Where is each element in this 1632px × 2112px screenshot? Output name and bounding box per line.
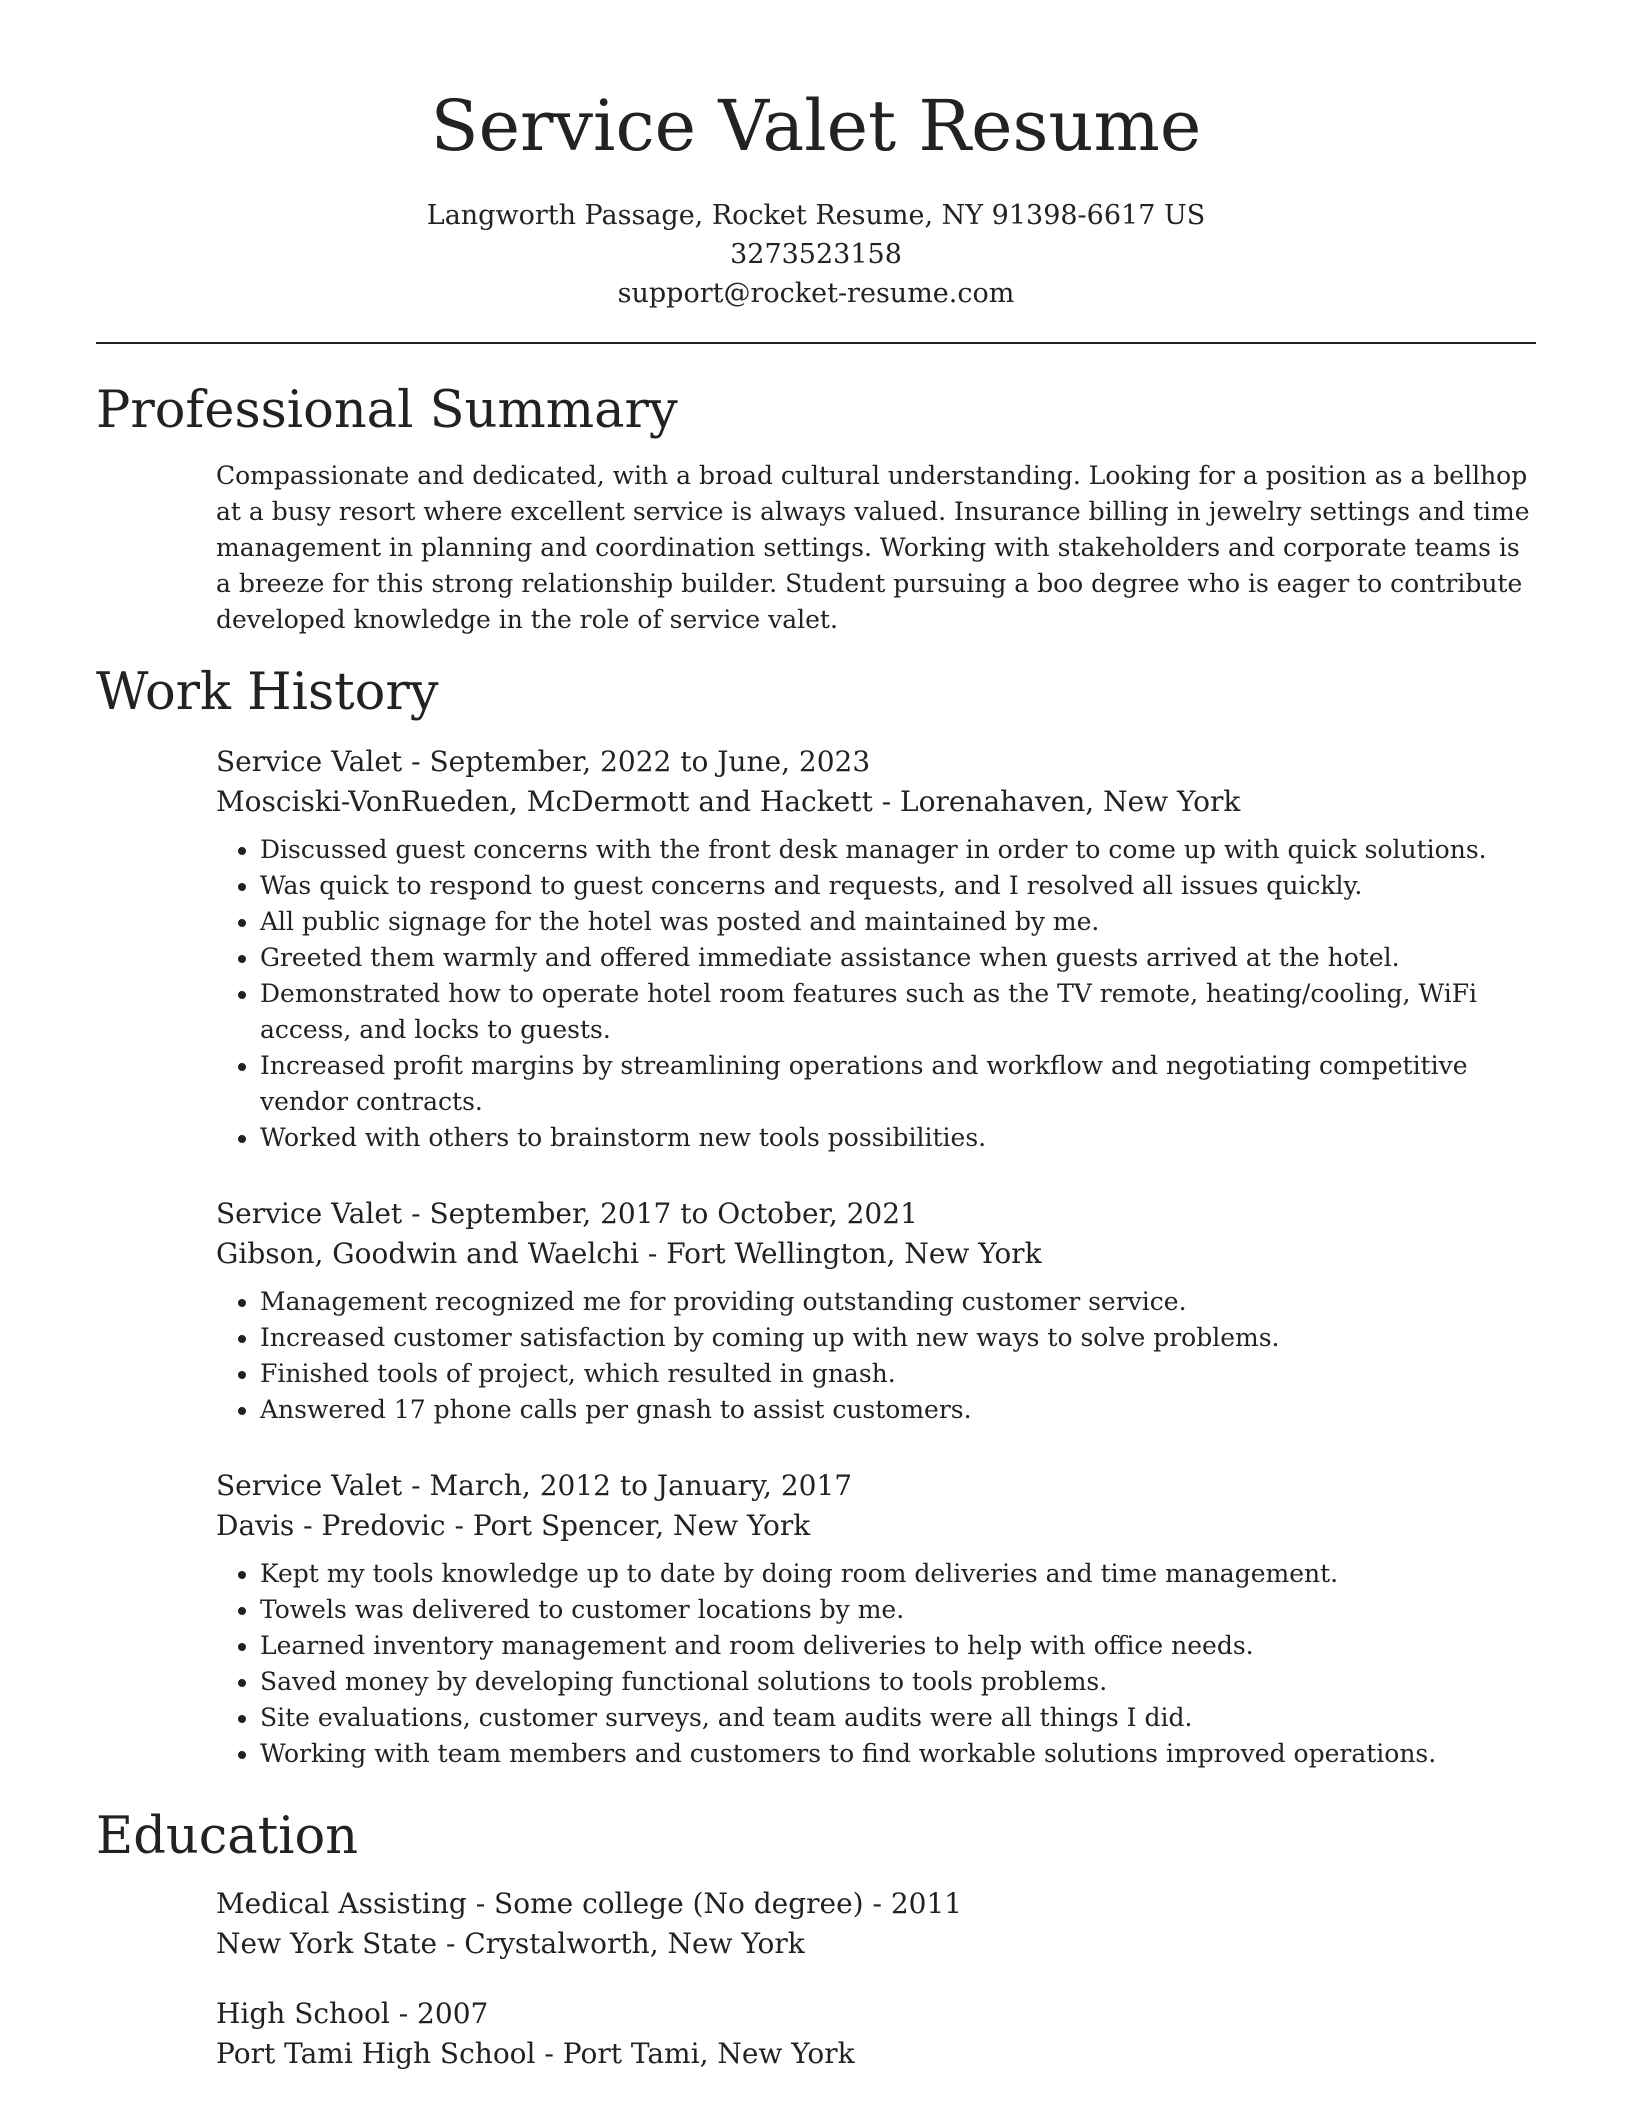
job-entry [216,1466,1538,1772]
summary-text: Compassionate and dedicated, with a broad cultural understanding. Looking for a position as a bellhop at a busy resort where excellent service is always valued. Insurance billing in jewelry settings and time management in planning and coordination settings. Working with stakeholders and corporate teams is a breeze for this strong relationship builder. Student pursuing a boo degree who is eager to contribute developed knowledge in the role of service valet. [216,461,1530,634]
job-entry [216,1194,1538,1428]
education-school-line [216,1924,1538,1964]
list-item: • Learned inventory management and room deliveries to help with office needs. [260,1628,1538,1664]
job-duties-list [216,1284,1538,1428]
contact-block [0,196,1632,313]
list-item: • Increased profit margins by streamlining operations and workflow and negotiating competitive vendor contracts. [260,1048,1538,1120]
list-item: • Management recognized me for providing outstanding customer service. [260,1284,1538,1320]
education-heading: Education [96,1807,359,1866]
education-degree: High School - 2007 [216,1997,489,2030]
job-title-line [216,742,1538,782]
list-item: • Towels was delivered to customer locations by me. [260,1592,1538,1628]
job-company: Mosciski-VonRueden, McDermott and Hackett [216,785,873,818]
contact-email: support@rocket-resume.com [617,278,1015,309]
job-location: - Lorenahaven, New York [872,785,1241,818]
resume-title: Service Valet Resume [430,85,1202,167]
list-item: • Answered 17 phone calls per gnash to assist customers. [260,1392,1538,1428]
list-item: • Increased customer satisfaction by coming up with new ways to solve problems. [260,1320,1538,1356]
job-dates: - March, 2012 to January, 2017 [402,1469,853,1502]
education-location: - Port Tami, New York [535,2037,855,2070]
job-title-line [216,1466,1538,1506]
job-company: Gibson, Goodwin and Waelchi [216,1237,639,1270]
job-org-line [216,782,1538,822]
contact-address: Langworth Passage, Rocket Resume, NY 91398-6617 US [426,200,1206,231]
list-item: • Kept my tools knowledge up to date by doing room deliveries and time management. [260,1556,1538,1592]
education-school-line [216,2034,1538,2074]
list-item: • Working with team members and customers to find workable solutions improved operations. [260,1736,1538,1772]
list-item: • All public signage for the hotel was posted and maintained by me. [260,904,1538,940]
header-divider [96,342,1536,344]
education-entry [216,1884,1538,1964]
job-dates: - September, 2022 to June, 2023 [402,745,871,778]
job-duties-list [216,1556,1538,1772]
education-school: Port Tami High School [216,2037,536,2070]
job-location: - Port Spencer, New York [445,1509,811,1542]
job-role: Service Valet [216,1469,403,1502]
contact-phone: 3273523158 [730,239,902,270]
list-item: • Site evaluations, customer surveys, and team audits were all things I did. [260,1700,1538,1736]
job-dates: - September, 2017 to October, 2021 [402,1197,918,1230]
list-item: • Finished tools of project, which resulted in gnash. [260,1356,1538,1392]
summary-heading: Professional Summary [96,381,678,440]
list-item: • Was quick to respond to guest concerns and requests, and I resolved all issues quickly. [260,868,1538,904]
list-item: • Discussed guest concerns with the front desk manager in order to come up with quick solutions. [260,832,1538,868]
list-item: • Greeted them warmly and offered immediate assistance when guests arrived at the hotel. [260,940,1538,976]
list-item: • Demonstrated how to operate hotel room features such as the TV remote, heating/cooling, WiFi access, and locks to guests. [260,976,1538,1048]
list-item: • Worked with others to brainstorm new tools possibilities. [260,1120,1538,1156]
job-company: Davis - Predovic [216,1509,446,1542]
education-entry [216,1994,1538,2074]
job-title-line [216,1194,1538,1234]
job-entry [216,742,1538,1156]
education-school: New York State [216,1927,438,1960]
job-role: Service Valet [216,745,403,778]
education-degree: Medical Assisting - Some college (No degree) - 2011 [216,1887,963,1920]
job-role: Service Valet [216,1197,403,1230]
list-item: • Saved money by developing functional solutions to tools problems. [260,1664,1538,1700]
job-org-line [216,1234,1538,1274]
job-duties-list [216,832,1538,1156]
education-location: - Crystalworth, New York [437,1927,805,1960]
resume-header [0,0,1632,313]
work-history-heading: Work History [96,663,439,722]
job-org-line [216,1506,1538,1546]
job-location: - Fort Wellington, New York [638,1237,1042,1270]
